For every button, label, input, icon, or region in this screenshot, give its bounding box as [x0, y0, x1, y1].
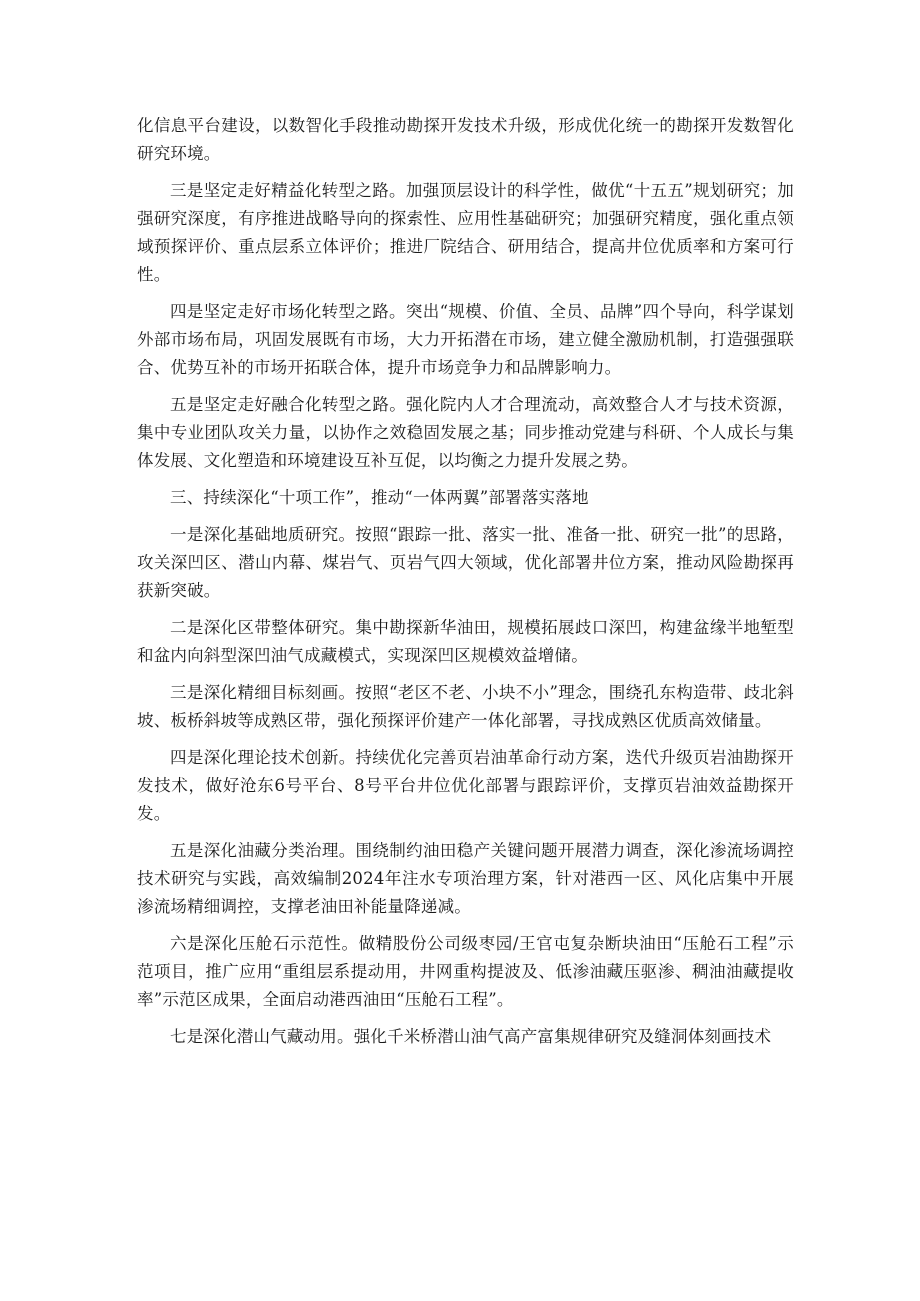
paragraph-ballast-demo: 六是深化压舱石示范性。做精股份公司级枣园/王官屯复杂断块油田“压舱石工程”示范项目，推广应用“重组层系提动用，井网重构提波及、低渗油藏压驱渗、稠油油藏提收率”示范区成果，全面启动港西油田“压舱石工程”。 — [137, 934, 794, 1009]
section-heading: 三、持续深化“十项工作”，推动“一体两翼”部署落实落地 — [170, 488, 589, 507]
paragraph-reservoir-treatment: 五是深化油藏分类治理。围绕制约油田稳产关键问题开展潜力调查，深化渗流场调控技术研究与实践，高效编制2024年注水专项治理方案，针对港西一区、风化店集中开展渗流场精细调控，支撑老油田补能量降递减。 — [137, 841, 794, 916]
paragraph-lean-transformation: 三是坚定走好精益化转型之路。加强顶层设计的科学性，做优“十五五”规划研究；加强研究深度，有序推进战略导向的探索性、应用性基础研究；加强研究精度，强化重点领域预探评价、重点层系立体评价；推进厂院结合、研用结合，提高井位优质率和方案可行性。 — [137, 181, 794, 284]
paragraph-zone-study: 二是深化区带整体研究。集中勘探新华油田，规模拓展歧口深凹，构建盆缘半地堑型和盆内向斜型深凹油气成藏模式，实现深凹区规模效益增储。 — [137, 618, 794, 665]
paragraph-basic-geology: 一是深化基础地质研究。按照“跟踪一批、落实一批、准备一批、研究一批”的思路，攻关深凹区、潜山内幕、煤岩气、页岩气四大领域，优化部署井位方案，推动风险勘探再获新突破。 — [137, 525, 794, 600]
paragraph-integration-transformation: 五是坚定走好融合化转型之路。强化院内人才合理流动，高效整合人才与技术资源，集中专业团队攻关力量，以协作之效稳固发展之基；同步推动党建与科研、个人成长与集体发展、文化塑造和环境建设互补互促，以均衡之力提升发展之势。 — [137, 395, 794, 470]
document-body — [137, 112, 794, 1060]
paragraph-market-transformation: 四是坚定走好市场化转型之路。突出“规模、价值、全员、品牌”四个导向，科学谋划外部市场布局，巩固发展既有市场，大力开拓潜在市场，建立健全激励机制，打造强强联合、优势互补的市场开拓联合体，提升市场竞争力和品牌影响力。 — [137, 302, 794, 377]
paragraph-target-depiction: 三是深化精细目标刻画。按照“老区不老、小块不小”理念，围绕孔东构造带、歧北斜坡、板桥斜坡等成熟区带，强化预探评价建产一体化部署，寻找成熟区优质高效储量。 — [137, 683, 794, 730]
paragraph-continuation: 化信息平台建设，以数智化手段推动勘探开发技术升级，形成优化统一的勘探开发数智化研究环境。 — [137, 116, 794, 163]
paragraph-buried-hill-gas: 七是深化潜山气藏动用。强化千米桥潜山油气高产富集规律研究及缝洞体刻画技术 — [170, 1027, 772, 1046]
paragraph-theory-innovation: 四是深化理论技术创新。持续优化完善页岩油革命行动方案，迭代升级页岩油勘探开发技术，做好沧东6号平台、8号平台井位优化部署与跟踪评价，支撑页岩油效益勘探开发。 — [137, 748, 794, 823]
